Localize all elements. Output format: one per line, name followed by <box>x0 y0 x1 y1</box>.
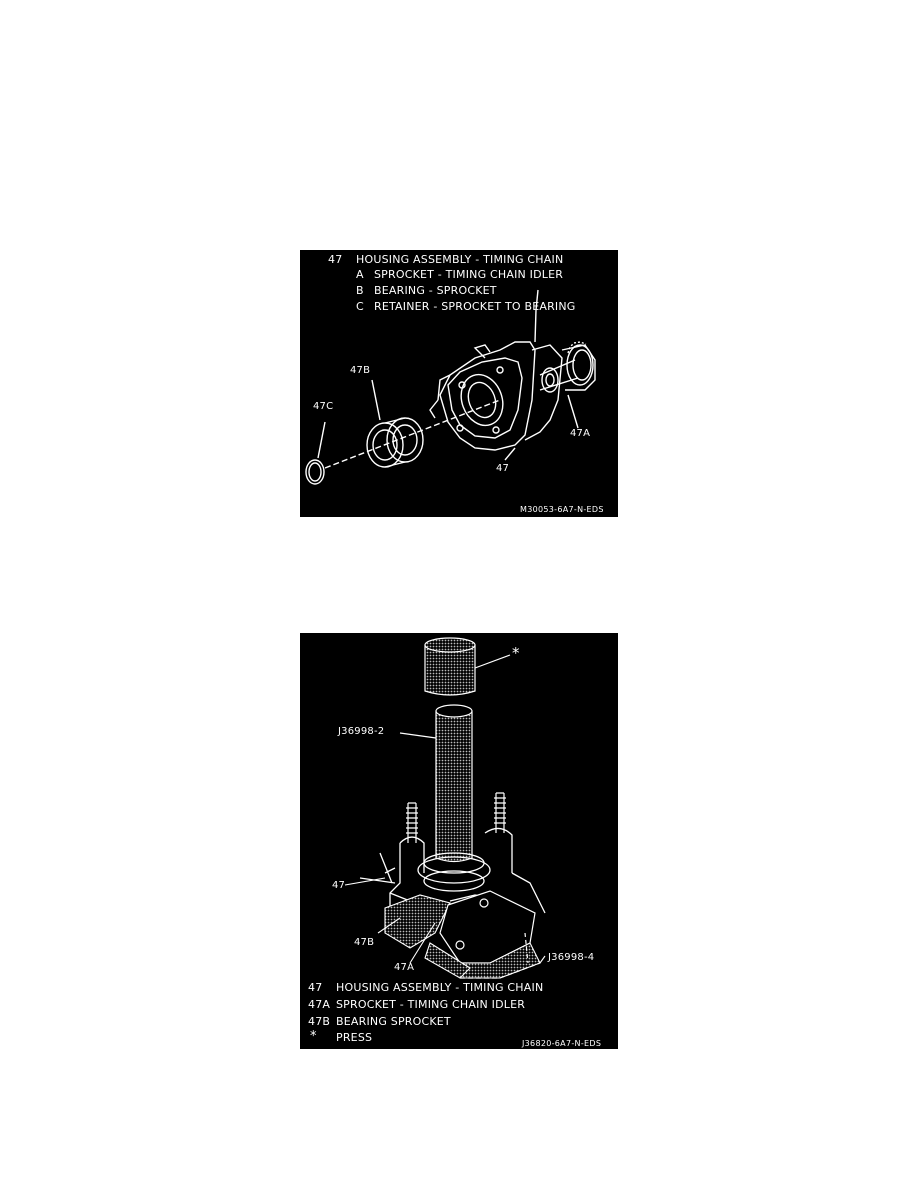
figure-code: M30053-6A7-N-EDS <box>520 505 604 514</box>
callout-47: 47 <box>332 880 346 891</box>
callout-j36998-2: J36998-2 <box>338 726 385 737</box>
legend-key-b: B <box>356 284 364 297</box>
legend-key-asterisk: * <box>310 1029 317 1044</box>
legend-text-sprocket: SPROCKET - TIMING CHAIN IDLER <box>336 998 526 1011</box>
callout-47b: 47B <box>354 937 375 948</box>
legend-key-a: A <box>356 268 364 281</box>
legend-key-c: C <box>356 300 364 313</box>
legend-key-47: 47 <box>328 253 343 266</box>
legend-key-47a: 47A <box>308 998 331 1011</box>
legend-text-housing: HOUSING ASSEMBLY - TIMING CHAIN <box>356 253 564 266</box>
callout-press-asterisk: * <box>512 644 520 662</box>
figure-housing-exploded-view <box>300 250 618 517</box>
figure-code: J36820-6A7-N-EDS <box>522 1039 602 1048</box>
legend-text-retainer: RETAINER - SPROCKET TO BEARING <box>374 300 576 313</box>
legend-text-sprocket: SPROCKET - TIMING CHAIN IDLER <box>374 268 564 281</box>
callout-j36998-4: J36998-4 <box>548 952 595 963</box>
legend-key-47: 47 <box>308 981 323 994</box>
legend-text-press: PRESS <box>336 1031 373 1044</box>
legend-text-housing: HOUSING ASSEMBLY - TIMING CHAIN <box>336 981 544 994</box>
legend-key-47b: 47B <box>308 1015 331 1028</box>
figure-bearing-installation <box>300 633 618 1049</box>
callout-47c: 47C <box>313 401 334 412</box>
legend-text-bearing: BEARING SPROCKET <box>336 1015 451 1028</box>
legend-text-bearing: BEARING - SPROCKET <box>374 284 497 297</box>
callout-47b: 47B <box>350 365 371 376</box>
callout-47a: 47A <box>394 962 415 973</box>
callout-47a: 47A <box>570 428 591 439</box>
callout-47: 47 <box>496 463 510 474</box>
